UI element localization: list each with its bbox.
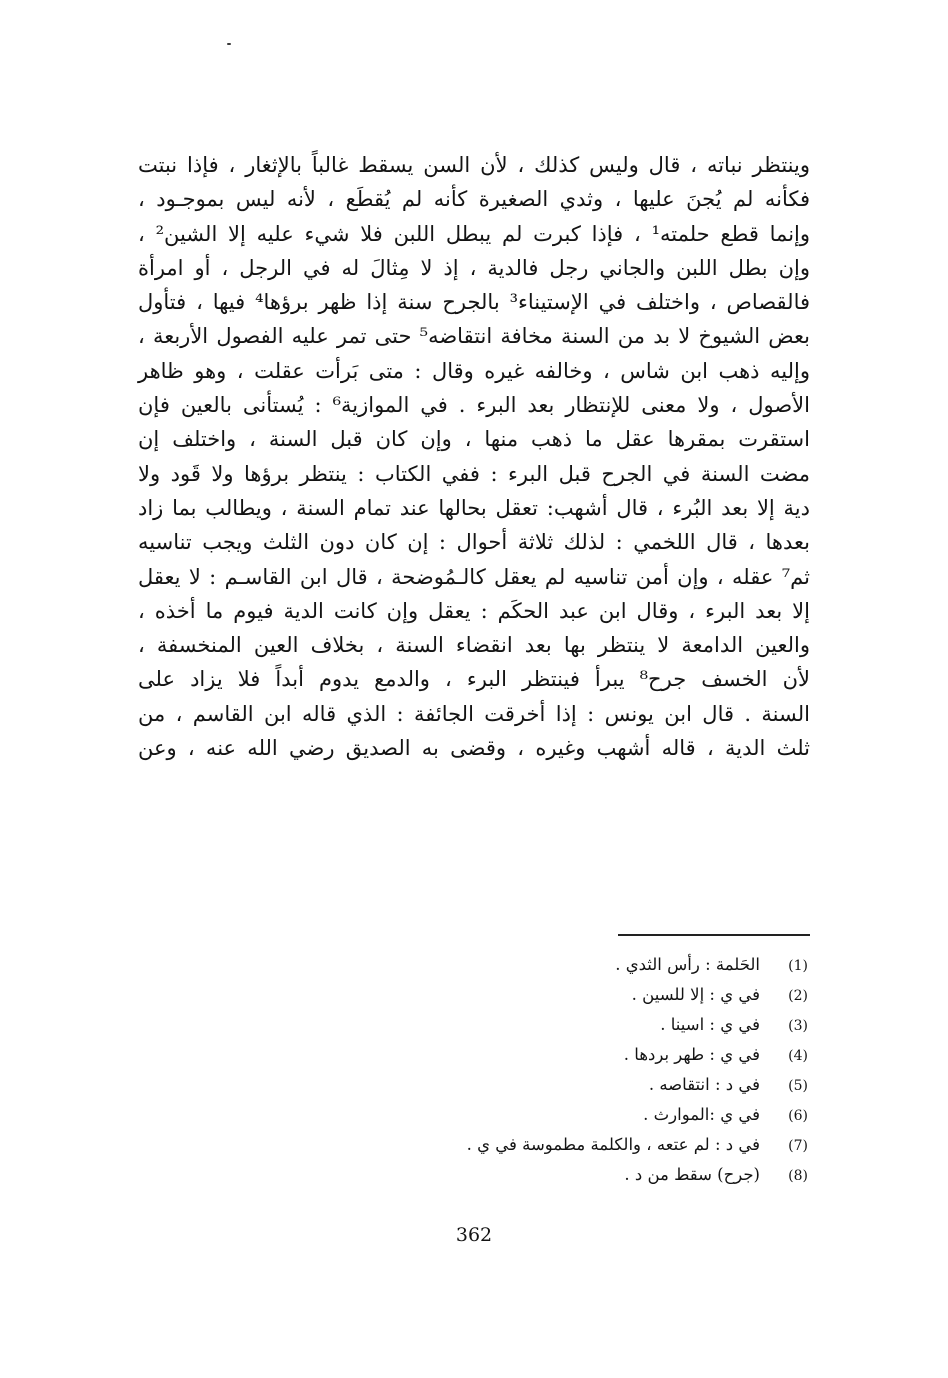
footnote xyxy=(288,1100,808,1130)
footnote-text: في ي : طهر بردها . xyxy=(623,1045,760,1064)
footnote-number: (7) xyxy=(788,1138,808,1154)
footnote-text: في ي : اسينا . xyxy=(660,1015,760,1034)
text-line: لأن الخسف جرح⁸ يبرأ فينتظر البرء ، والدمع يدوم أبداً فلا يزاد على xyxy=(138,667,810,692)
text-line: دية إلا بعد البُرء ، قال أشهب: تعقل بحالها عند تمام السنة ، ويطالب بما زاد xyxy=(138,495,810,520)
footnote-number: (2) xyxy=(788,988,808,1004)
footnote-separator xyxy=(618,934,810,936)
footnote xyxy=(288,980,808,1010)
footnote-number: (5) xyxy=(788,1078,808,1094)
footnote-number: (4) xyxy=(788,1048,808,1064)
text-line: الأصول ، ولا معنى للإنتظار بعد البرء . في الموازية⁶ : يُستأنى بالعين فإن xyxy=(138,393,810,418)
text-line: إلا بعد البرء ، وقال ابن عبد الحكَم : يعقل وإن كانت الدية فيوم ما أخذه ، xyxy=(138,598,810,623)
text-line: فكأنه لم يُجنَ عليها ، وثدي الصغيرة كأنه لم يُقطَع ، لأنه ليس بموجـود ، xyxy=(138,187,810,212)
text-line: والعين الدامعة لا ينتظر بها بعد انقضاء السنة ، بخلاف العين المنخسفة ، xyxy=(138,633,810,658)
footnote-text: الحَلمة : رأس الثدي . xyxy=(615,955,760,974)
footnote-text: في د : انتقاصه . xyxy=(648,1075,760,1094)
text-line: ثم⁷ عقله ، وإن أمن تناسيه لم يعقل كالـمُوضحة ، قال ابن القاسـم : لا يعقل xyxy=(138,564,810,589)
text-line: وإن بطل اللبن والجاني رجل فالدية ، إذ لا مِثالَ له في الرجل ، أو امرأة xyxy=(138,255,810,280)
scan-speck xyxy=(227,43,231,45)
footnote xyxy=(288,1160,808,1190)
text-line: ثلث الدية ، قاله أشهب وغيره ، وقضى به الصديق رضي الله عنه ، وعن xyxy=(138,736,810,761)
text-line: استقرت بمقرها عقل ما ذهب منها ، وإن كان قبل السنة ، واختلف إن xyxy=(138,427,810,452)
footnote-text: في ي :الموارث . xyxy=(643,1105,760,1124)
text-line: بعض الشيوخ لا بد من السنة مخافة انتقاضه⁵ حتى تمر عليه الفصول الأربعة ، xyxy=(138,324,810,349)
footnote-number: (8) xyxy=(788,1168,808,1184)
text-line: وإليه ذهب ابن شاس ، وخالفه غيره وقال : متى بَرأت عقلت ، وهو ظاهر xyxy=(138,358,810,383)
text-line: فالقصاص ، واختلف في الإستيناء³ بالجرح سنة إذا ظهر برؤها⁴ فيها ، فتأول xyxy=(138,290,811,315)
footnote xyxy=(288,1070,808,1100)
footnotes-section xyxy=(288,950,808,1190)
text-line: السنة . قال ابن يونس : إذا أخرقت الجائفة : الذي قاله ابن القاسم ، من xyxy=(138,701,810,726)
main-text-block xyxy=(138,148,810,765)
footnote-text: في ي : إلا للسين . xyxy=(631,985,760,1004)
text-line: بعدها ، قال اللخمي : لذلك ثلاثة أحوال : إن كان دون الثلث ويجب تناسيه xyxy=(138,530,810,555)
footnote xyxy=(288,1010,808,1040)
footnote xyxy=(288,1130,808,1160)
page-number: 362 xyxy=(455,1224,493,1246)
footnote xyxy=(288,1040,808,1070)
footnote-number: (3) xyxy=(788,1018,808,1034)
footnote xyxy=(288,950,808,980)
text-line: وإنما قطع حلمته¹ ، فإذا كبرت لم يبطل اللبن فلا شيء عليه إلا الشين² ، xyxy=(138,221,811,246)
text-line: مضت السنة في الجرح قبل البرء : ففي الكتاب : ينتظر برؤها ولا قَود ولا xyxy=(138,461,810,486)
text-line: وينتظر نباته ، قال وليس كذلك ، لأن السن يسقط غالباً بالإثغار ، فإذا نبتت xyxy=(138,153,810,177)
footnote-text: في د : لم عتعه ، والكلمة مطموسة في ي . xyxy=(466,1135,760,1154)
footnote-number: (1) xyxy=(788,958,808,974)
footnote-number: (6) xyxy=(788,1108,808,1124)
footnote-text: (جرح) سقط من د . xyxy=(624,1165,760,1184)
